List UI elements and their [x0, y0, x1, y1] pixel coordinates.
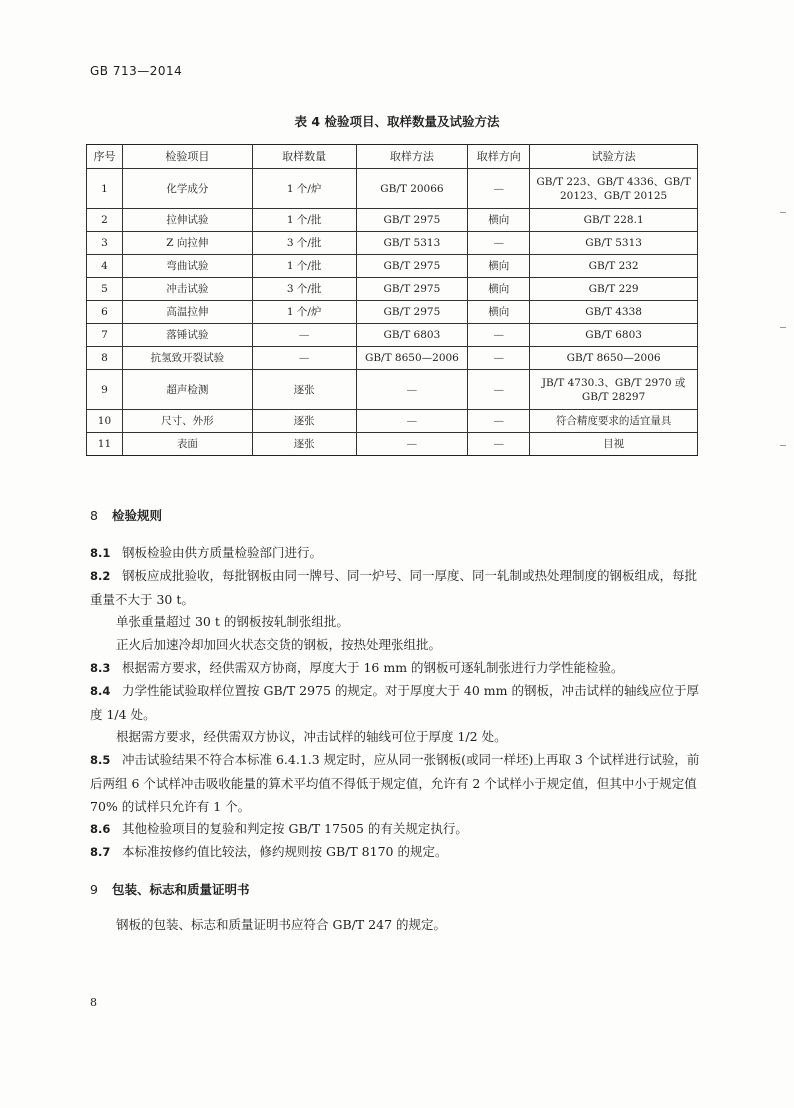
cell-item: 弯曲试验: [122, 255, 252, 278]
table-row: [87, 324, 698, 347]
clause-number: 8.4: [90, 684, 111, 698]
header-test: 试验方法: [530, 145, 698, 169]
page-number: 8: [90, 996, 97, 1009]
cell-qty: 逐张: [252, 410, 356, 433]
table-row: [87, 255, 698, 278]
cell-no: 10: [87, 410, 123, 433]
cell-method: —: [356, 433, 468, 456]
cell-qty: —: [252, 347, 356, 370]
clause-8-1: [90, 541, 704, 565]
table-row: [87, 433, 698, 456]
table-row: [87, 278, 698, 301]
clause-number: 8.3: [90, 661, 111, 675]
scan-mark: [780, 212, 786, 213]
section-8-heading: [90, 506, 162, 524]
cell-dir: —: [468, 324, 530, 347]
clause-text: 其他检验项目的复验和判定按 GB/T 17505 的有关规定执行。: [122, 821, 468, 836]
table-header-row: [87, 145, 698, 169]
clause-text: 根据需方要求，经供需双方协商，厚度大于 16 mm 的钢板可逐轧制张进行力学性能检验。: [122, 660, 624, 675]
clause-number: 8.6: [90, 822, 111, 836]
cell-qty: 逐张: [252, 433, 356, 456]
section-number: 8: [90, 508, 98, 523]
cell-method: GB/T 2975: [356, 209, 468, 232]
clause-8-6: [90, 817, 704, 841]
cell-no: 1: [87, 169, 123, 209]
table-row: [87, 347, 698, 370]
section-number: 9: [90, 882, 98, 897]
clause-number: 8.7: [90, 845, 111, 859]
cell-dir: —: [468, 410, 530, 433]
table-row: [87, 232, 698, 255]
clause-8-2-para-2: 单张重量超过 30 t 的钢板按轧制张组批。: [116, 614, 349, 629]
clause-8-5: [90, 748, 704, 818]
table-row: [87, 169, 698, 209]
cell-dir: —: [468, 347, 530, 370]
document-code: GB 713—2014: [90, 64, 183, 78]
scan-mark: [780, 327, 786, 328]
clause-8-4-para-2: 根据需方要求，经供需双方协议，冲击试样的轴线可位于厚度 1/2 处。: [116, 729, 507, 744]
cell-test: 目视: [530, 433, 698, 456]
cell-no: 2: [87, 209, 123, 232]
cell-method: GB/T 8650—2006: [356, 347, 468, 370]
inspection-table: [86, 144, 698, 456]
cell-no: 6: [87, 301, 123, 324]
clause-number: 8.1: [90, 546, 111, 560]
clause-number: 8.2: [90, 569, 111, 583]
clause-8-2-para-3: 正火后加速冷却加回火状态交货的钢板，按热处理张组批。: [116, 637, 442, 652]
cell-no: 7: [87, 324, 123, 347]
cell-test: GB/T 5313: [530, 232, 698, 255]
header-no: 序号: [87, 145, 123, 169]
cell-no: 4: [87, 255, 123, 278]
cell-item: 化学成分: [122, 169, 252, 209]
cell-dir: 横向: [468, 209, 530, 232]
clause-8-7: [90, 840, 704, 864]
cell-no: 5: [87, 278, 123, 301]
clause-text: 冲击试验结果不符合本标准 6.4.1.3 规定时，应从同一张钢板(或同一样坯)上再取 3 个试样进行试验，前后两组 6 个试样冲击吸收能量的算术平均值不得低于规定值，允许有 2 个试样小于规定值，但其中小于规定值 70% 的试样只允许有 1 个。: [90, 752, 700, 814]
cell-test: GB/T 4338: [530, 301, 698, 324]
cell-dir: —: [468, 232, 530, 255]
clause-8-3: [90, 656, 704, 680]
clause-text: 钢板应成批验收，每批钢板由同一牌号、同一炉号、同一厚度、同一轧制或热处理制度的钢板组成，每批重量不大于 30 t。: [90, 568, 698, 607]
cell-qty: 逐张: [252, 370, 356, 410]
cell-test: GB/T 229: [530, 278, 698, 301]
cell-test: GB/T 228.1: [530, 209, 698, 232]
cell-item: 高温拉伸: [122, 301, 252, 324]
cell-item: 超声检测: [122, 370, 252, 410]
clause-8-2: [90, 564, 704, 611]
cell-qty: 3 个/批: [252, 232, 356, 255]
cell-item: 表面: [122, 433, 252, 456]
cell-dir: —: [468, 433, 530, 456]
cell-dir: 横向: [468, 278, 530, 301]
table-row: [87, 209, 698, 232]
clause-text: 力学性能试验取样位置按 GB/T 2975 的规定。对于厚度大于 40 mm 的钢板，冲击试样的轴线应位于厚度 1/4 处。: [90, 683, 699, 722]
cell-dir: 横向: [468, 301, 530, 324]
cell-dir: —: [468, 169, 530, 209]
section-title: 包装、标志和质量证明书: [112, 882, 250, 897]
cell-method: —: [356, 410, 468, 433]
cell-method: GB/T 2975: [356, 301, 468, 324]
header-method: 取样方法: [356, 145, 468, 169]
cell-qty: 1 个/批: [252, 209, 356, 232]
cell-qty: 3 个/批: [252, 278, 356, 301]
section-9-heading: [90, 880, 250, 898]
cell-qty: 1 个/炉: [252, 301, 356, 324]
cell-item: 拉伸试验: [122, 209, 252, 232]
header-qty: 取样数量: [252, 145, 356, 169]
table-row: [87, 410, 698, 433]
cell-method: GB/T 2975: [356, 255, 468, 278]
cell-test: GB/T 223、GB/T 4336、GB/T 20123、GB/T 20125: [530, 169, 698, 209]
header-item: 检验项目: [122, 145, 252, 169]
cell-test: JB/T 4730.3、GB/T 2970 或 GB/T 28297: [530, 370, 698, 410]
clause-8-4: [90, 679, 704, 726]
cell-method: —: [356, 370, 468, 410]
cell-test: GB/T 232: [530, 255, 698, 278]
clause-text: 钢板检验由供方质量检验部门进行。: [122, 545, 323, 560]
cell-method: GB/T 2975: [356, 278, 468, 301]
clause-number: 8.5: [90, 753, 111, 767]
cell-item: 冲击试验: [122, 278, 252, 301]
cell-method: GB/T 6803: [356, 324, 468, 347]
cell-dir: 横向: [468, 255, 530, 278]
cell-qty: 1 个/炉: [252, 169, 356, 209]
cell-method: GB/T 20066: [356, 169, 468, 209]
cell-no: 8: [87, 347, 123, 370]
section-9-text: 钢板的包装、标志和质量证明书应符合 GB/T 247 的规定。: [116, 917, 446, 932]
cell-no: 11: [87, 433, 123, 456]
cell-item: 抗氢致开裂试验: [122, 347, 252, 370]
cell-item: 尺寸、外形: [122, 410, 252, 433]
clause-text: 本标准按修约值比较法，修约规则按 GB/T 8170 的规定。: [122, 844, 448, 859]
cell-test: GB/T 8650—2006: [530, 347, 698, 370]
table-row: [87, 370, 698, 410]
cell-qty: 1 个/批: [252, 255, 356, 278]
cell-dir: —: [468, 370, 530, 410]
cell-test: GB/T 6803: [530, 324, 698, 347]
cell-test: 符合精度要求的适宜量具: [530, 410, 698, 433]
cell-qty: —: [252, 324, 356, 347]
cell-no: 9: [87, 370, 123, 410]
table-row: [87, 301, 698, 324]
cell-item: 落锤试验: [122, 324, 252, 347]
table-title: 表 4 检验项目、取样数量及试验方法: [294, 114, 500, 129]
cell-item: Z 向拉伸: [122, 232, 252, 255]
cell-no: 3: [87, 232, 123, 255]
section-title: 检验规则: [112, 508, 163, 523]
header-dir: 取样方向: [468, 145, 530, 169]
cell-method: GB/T 5313: [356, 232, 468, 255]
scan-mark: [780, 445, 786, 446]
